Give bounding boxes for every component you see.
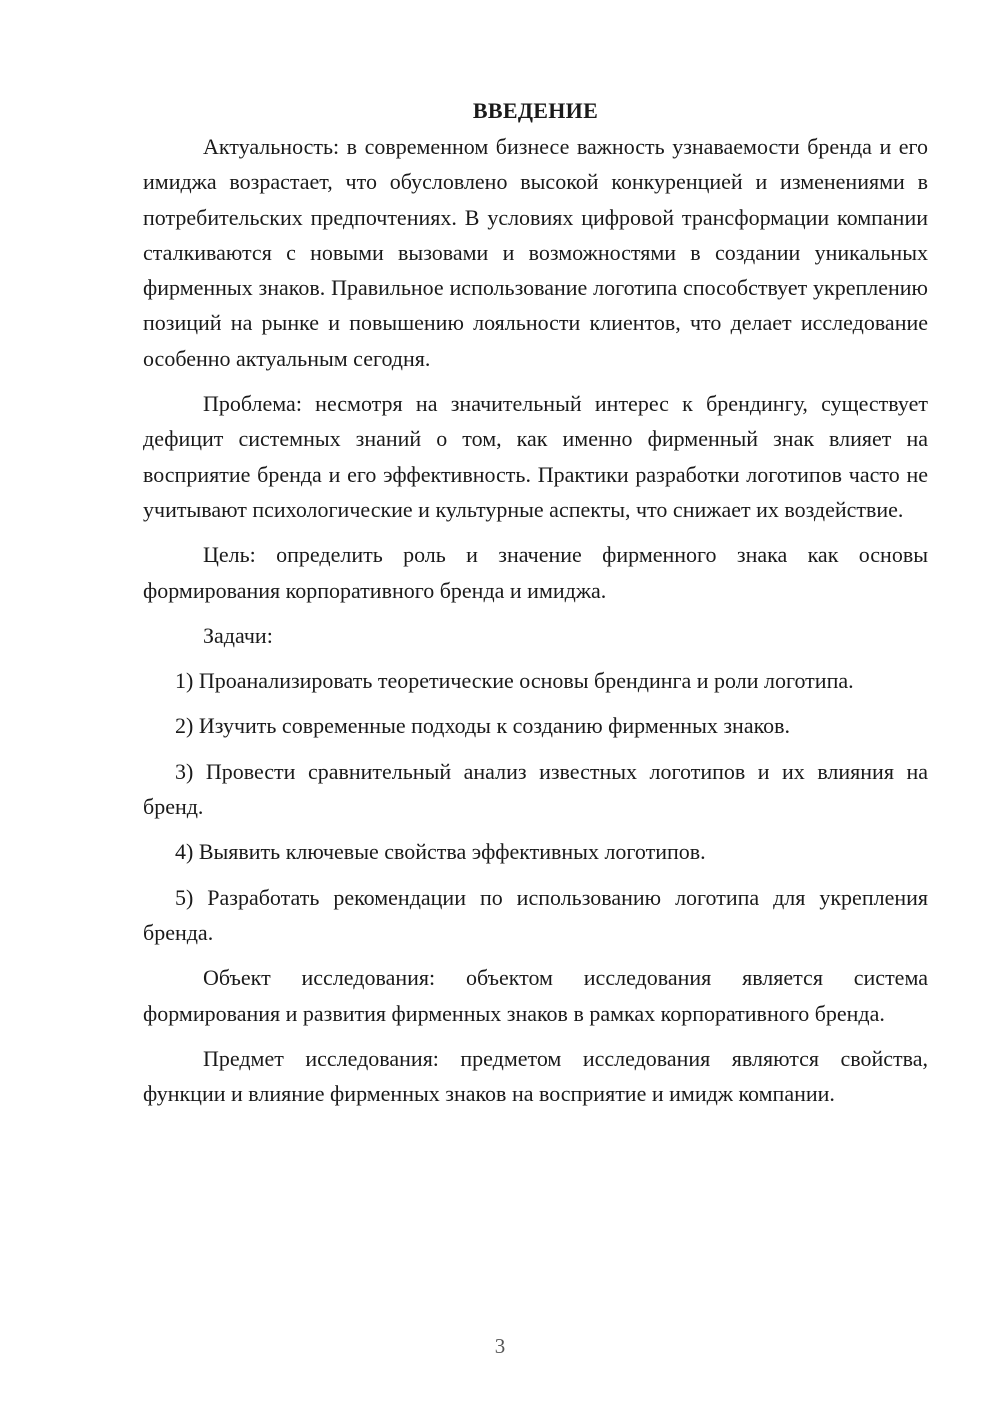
list-item: 4) Выявить ключевые свойства эффективных логотипов. [175,839,706,865]
paragraph-object: Объект исследования: объектом исследования является система формирования и развития фирменных знаков в рамках корпоративного бренда. [143,965,928,1026]
paragraph-relevance: Актуальность: в современном бизнесе важность узнаваемости бренда и его имиджа возрастает, что обусловлено высокой конкуренцией и изменениями в потребительских предпочтениях. В условиях цифровой трансформации компании сталкиваются с новыми вызовами и возможностями в создании уникальных фирменных знаков. Правильное использование логотипа способствует укреплению позиций на рынке и повышению лояльности клиентов, что делает исследование особенно актуальным сегодня. [143,134,928,371]
list-item: 3) Провести сравнительный анализ известных логотипов и их влияния на бренд. [143,758,928,820]
list-item: 1) Проанализировать теоретические основы брендинга и роли логотипа. [175,668,854,694]
document-page [143,94,928,1121]
tasks-list [143,663,928,950]
list-item: 2) Изучить современные подходы к созданию фирменных знаков. [175,713,791,739]
page-number: 3 [494,1334,506,1358]
paragraph-goal: Цель: определить роль и значение фирменного знака как основы формирования корпоративного бренда и имиджа. [143,542,928,603]
paragraph-problem: Проблема: несмотря на значительный интерес к брендингу, существует дефицит системных знаний о том, как именно фирменный знак влияет на восприятие бренда и его эффективность. Практики разработки логотипов часто не учитывают психологические и культурные аспекты, что снижает их воздействие. [143,391,928,522]
list-item: 5) Разработать рекомендации по использованию логотипа для укрепления бренда. [143,884,928,945]
page-title: ВВЕДЕНИЕ [472,98,599,123]
tasks-label: Задачи: [203,622,273,648]
paragraph-subject: Предмет исследования: предметом исследования являются свойства, функции и влияние фирменных знаков на восприятие и имидж компании. [143,1045,928,1107]
